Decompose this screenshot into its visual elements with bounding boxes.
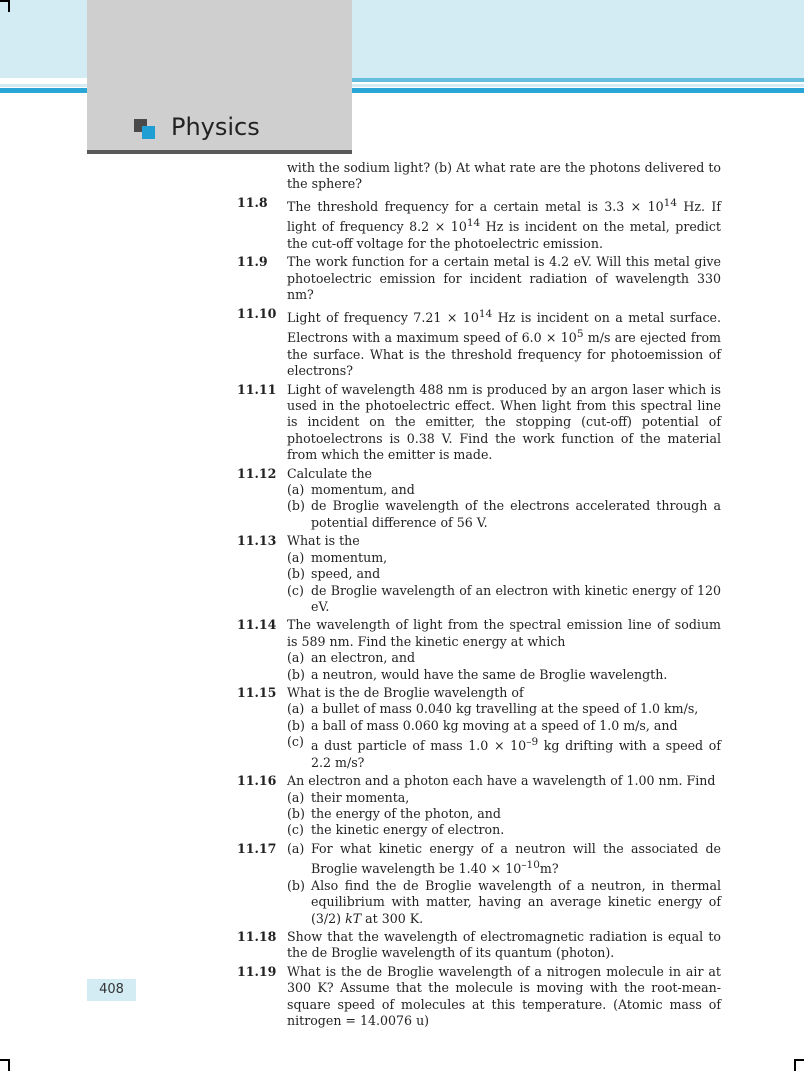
question-text: Light of frequency $7.21 \times 10^{14}$ Hz is incident on a metal surface. Electrons with a maximum speed of $6.0 \times 10^5$ m/s are ejected from the surface. What is the threshold frequency for photoemission of electrons? [287,307,721,379]
crop-mark-bottom-right [794,1059,796,1071]
question-body [287,254,721,303]
question-text: The threshold frequency for a certain metal is $3.3 \times 10^{14}$ Hz. If light of frequency $8.2 \times 10^{14}$ Hz is incident on the metal, predict the cut-off voltage for the photoelectric emission. [287,196,722,251]
sub-question [287,667,721,683]
continued-question [237,160,721,193]
question-body [287,929,721,962]
header-stripe [352,78,804,82]
question-body [287,617,721,683]
sub-question [287,718,721,734]
sub-question-text: an electron, and [311,650,416,666]
question-number: 11.17 [237,840,277,856]
sub-question [287,841,721,878]
sub-question-label: (a) [287,549,305,565]
question-number: 11.12 [237,465,277,481]
question-item [237,773,721,839]
sub-question-text: de Broglie wavelength of the electrons accelerated through a potential difference of 56 V. [311,498,721,530]
question-body [287,195,721,253]
question-item [237,306,721,380]
sub-question [287,790,721,806]
sub-question-label: (a) [287,650,305,666]
question-text: The wavelength of light from the spectral emission line of sodium is 589 nm. Find the kinetic energy at which [287,617,721,649]
question-number: 11.8 [237,194,268,210]
question-body [287,685,721,771]
sub-question-label: (b) [287,805,305,821]
sub-question [287,583,721,616]
question-body [287,533,721,615]
crop-mark-bottom-left [8,1059,10,1071]
sub-question-label: (c) [287,822,304,838]
sub-question [287,498,721,531]
sub-question-label: (a) [287,482,305,498]
sub-question-label: (b) [287,498,305,514]
question-item [237,841,721,927]
question-item [237,533,721,615]
question-text: Light of wavelength 488 nm is produced by an argon laser which is used in the photoelectric effect. When light from this spectral line is incident on the emitter, the stopping (cut-off) potential of photoelectrons is 0.38 V. Find the work function of the material from which the emitter is made. [287,381,721,463]
chapter-title: Physics [171,113,260,141]
sub-question-text: the energy of the photon, and [311,805,501,821]
question-number: 11.11 [237,381,277,397]
question-item [237,195,721,253]
sub-question-text: momentum, and [311,482,415,498]
question-text: An electron and a photon each have a wavelength of 1.00 nm. Find [287,773,716,789]
question-item [237,466,721,532]
sub-question-label: (c) [287,734,304,750]
sub-question-text: speed, and [311,566,381,582]
chapter-tab-underline [87,150,352,154]
question-body [287,466,721,532]
sub-question-text: Also find the de Broglie wavelength of a neutron, in thermal equilibrium with matter, having an average kinetic energy of (3/2) kT at 300 K. [311,877,721,926]
question-number: 11.13 [237,533,277,549]
exercise-list [237,160,721,1031]
question-text: What is the de Broglie wavelength of a nitrogen molecule in air at 300 K? Assume that the molecule is moving with the root-mean-square speed of molecules at this temperature. (Atomic mass of nitrogen = 14.0076 u) [287,963,721,1029]
crop-mark-top-left [8,0,10,12]
sub-question-text: For what kinetic energy of a neutron will the associated de Broglie wavelength be $1.40 \times 10^{-10}m$? [311,840,721,877]
page-number: 408 [87,979,136,1001]
question-number: 11.14 [237,617,277,633]
sub-question [287,550,721,566]
question-item [237,254,721,303]
question-body [287,382,721,464]
question-number: 11.10 [237,305,277,321]
sub-question-label: (a) [287,840,305,856]
question-text: What is the de Broglie wavelength of [287,684,524,700]
sub-question [287,822,721,838]
sub-question-text: the kinetic energy of electron. [311,822,505,838]
question-text: What is the [287,533,360,549]
question-item [237,685,721,771]
sub-question-text: a dust particle of mass $1.0 \times 10^{-9}$ kg drifting with a speed of 2.2 m/s? [311,736,721,770]
sub-question [287,701,721,717]
question-number: 11.19 [237,963,277,979]
sub-question-label: (c) [287,582,304,598]
question-body [287,773,721,839]
question-body [287,841,721,927]
sub-question-text: their momenta, [311,789,410,805]
question-item [237,929,721,962]
sub-question-text: de Broglie wavelength of an electron with kinetic energy of 120 eV. [311,582,721,614]
question-number: 11.18 [237,929,277,944]
sub-question-label: (a) [287,701,305,717]
question-text: Show that the wavelength of electromagnetic radiation is equal to the de Broglie wavelength of its quantum (photon). [287,929,721,961]
question-item [237,382,721,464]
sub-question-label: (b) [287,717,305,733]
continued-text: with the sodium light? (b) At what rate are the photons delivered to the sphere? [287,160,721,192]
sub-question-text: a neutron, would have the same de Broglie wavelength. [311,666,668,682]
sub-question-label: (a) [287,789,305,805]
sub-question [287,878,721,927]
sub-question [287,482,721,498]
sub-question-label: (b) [287,666,305,682]
squares-icon [134,119,156,141]
question-body [287,964,721,1030]
question-text: Calculate the [287,465,373,481]
question-number: 11.9 [237,254,268,270]
question-number: 11.16 [237,773,277,789]
sub-question-label: (b) [287,566,305,582]
sub-question [287,650,721,666]
sub-question-text: a bullet of mass 0.040 kg travelling at the speed of 1.0 km/s, [311,701,699,717]
sub-question-text: momentum, [311,549,388,565]
sub-question [287,734,721,771]
question-number: 11.15 [237,684,277,700]
sub-question-text: a ball of mass 0.060 kg moving at a speed of 1.0 m/s, and [311,717,678,733]
sub-question [287,566,721,582]
sub-question [287,806,721,822]
question-item [237,964,721,1030]
question-item [237,617,721,683]
question-text: The work function for a certain metal is 4.2 eV. Will this metal give photoelectric emission for incident radiation of wavelength 330 nm? [287,254,721,303]
question-body [287,306,721,380]
sub-question-label: (b) [287,877,305,893]
